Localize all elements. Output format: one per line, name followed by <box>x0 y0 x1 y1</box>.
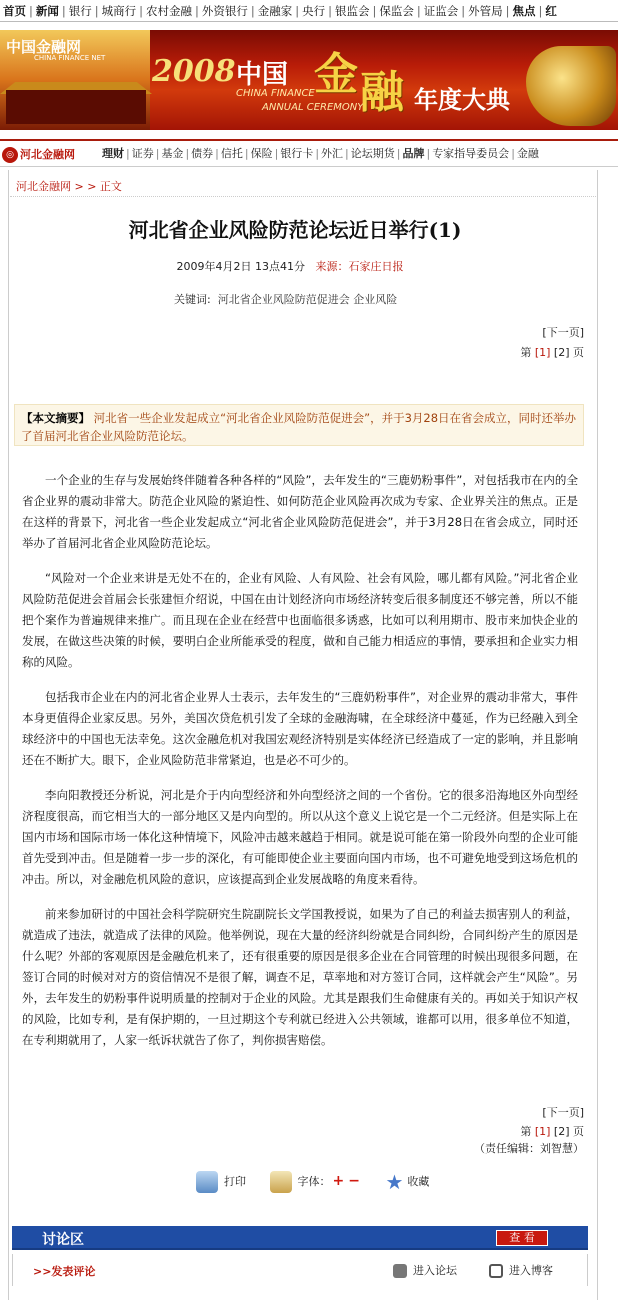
page-2-link[interactable]: [2] <box>553 1125 570 1138</box>
site-logo-sub: CHINA FINANCE NET <box>34 54 106 62</box>
sub-nav-item[interactable]: 金融 <box>516 147 539 160</box>
breadcrumb-divider <box>10 196 596 197</box>
font-size-control <box>270 1171 362 1193</box>
page-1-link[interactable]: [1] <box>534 346 551 359</box>
top-nav-item[interactable]: 银监会 <box>335 4 370 18</box>
article-source: 来源：石家庄日报 <box>315 260 404 273</box>
page-2-link[interactable]: [2] <box>553 346 570 359</box>
sub-nav <box>0 139 618 167</box>
sub-nav-item[interactable]: 专家指导委员会 <box>432 147 510 160</box>
top-nav-item[interactable]: 红 <box>545 4 557 18</box>
next-page-link-top[interactable]: [下一页] <box>542 326 584 339</box>
sub-nav-item[interactable]: 信托 <box>220 147 243 160</box>
enter-forum-label: 进入论坛 <box>413 1264 457 1277</box>
body-paragraph: 一个企业的生存与发展始终伴随着各种各样的“风险”，去年发生的“三鹿奶粉事件”，对包括我市在内的全省企业界的震动非常大。防范企业风险的紧迫性、如何防范企业风险再次成为专家、企业界关注的焦点。正是在这样的背景下，河北省一些企业发起成立“河北省企业风险防范促进会”，并于3月28日在省会成立，同时还举办了首届河北省企业风险防范论坛。 <box>22 473 578 550</box>
font-label: 字体： <box>297 1175 331 1188</box>
body-paragraph: 前来参加研讨的中国社会科学院研究生院副院长文学国教授说，如果为了自己的利益去损害别人的利益，就造成了违法，就造成了法律的风险。他举例说，现在大量的经济纠纷就是合同纠纷，合同纠纷产生的原因是什么呢？外部的客观原因是金融危机来了，还有很重要的原因是很多企业在合同管理的时候出现很多问题，在签订合同的时候对对方的资信情况不是很了解，调查不足，草率地和对方签订合同，这样就会产生“风险”。另外，去年发生的奶粉事件说明质量的控制对于企业的风险。尤其是跟我们生命健康有关的。再如关于知识产权的风险，比如专利，是有保护期的，一旦过期这个专利就已经进入公共领域，谁都可以用，很多单位不知道，在专利期就用了，人家一纸诉状就告了你了，判你损害赔偿。 <box>22 907 578 1047</box>
sub-nav-item[interactable]: 银行卡 <box>280 147 314 160</box>
ceremony-banner[interactable] <box>0 30 618 130</box>
speaker-icon <box>393 1264 407 1278</box>
sub-nav-item[interactable]: 外汇 <box>321 147 344 160</box>
top-nav-item[interactable]: 焦点 <box>512 4 536 18</box>
abstract-text: 河北省一些企业发起成立“河北省企业风险防范促进会”，并于3月28日在省会成立，同时还举办了首届河北省企业风险防范论坛。 <box>21 411 577 443</box>
hebei-logo-icon: ◎ <box>2 147 18 163</box>
sub-nav-links: 理财 | 证券 | 基金 | 债券 | 信托 | 保险 | 银行卡 | 外汇 | 论坛期货 | 品牌 | 专家指导委员会 | 金融 <box>100 141 541 167</box>
banner-gold-char-1: 金 <box>314 49 358 100</box>
body-paragraph: “风险对一个企业来讲是无处不在的，企业有风险、人有风险、社会有风险，哪儿都有风险。”河北省企业风险防范促进会首届会长张建恒介绍说，中国在由计划经济向市场经济转变后很多制度还不够完善，所以不能把个案作为普遍规律来推广。而且现在企业在经营中也面临很多诱惑，比如可以利用期市、股市来加快企业的发展，在做这些决策的时候，要明白企业所能承受的程度，做和自己能力相适应的事情，要承担和企业实力相称的风险。 <box>22 571 578 669</box>
top-nav-item[interactable]: 首页 <box>3 4 26 18</box>
body-paragraph: 包括我市企业在内的河北省企业界人士表示，去年发生的“三鹿奶粉事件”，对企业界的震动非常大，事件本身更值得企业家反思。另外，美国次贷危机引发了全球的金融海啸，在全球经济中蔓延，作为已经融入到全球经济中的中国也无法幸免。这次金融危机对我国宏观经济特别是实体经济已经造成了一定的影响，并且影响还在不断扩大。眼下，企业风险防范非常紧迫，也是必不可少的。 <box>22 690 578 767</box>
sub-nav-item[interactable]: 保险 <box>250 147 273 160</box>
banner-china: 中国 <box>236 60 289 90</box>
sub-nav-item[interactable]: 债券 <box>191 147 214 160</box>
site-logo: 中国金融网 <box>6 38 82 56</box>
abstract-label: 【本文摘要】 <box>21 411 90 425</box>
top-nav-item[interactable]: 新闻 <box>35 4 59 18</box>
favorite-label: 收藏 <box>407 1175 430 1188</box>
font-decrease-button[interactable]: − <box>348 1173 360 1189</box>
sub-nav-item[interactable]: 论坛期货 <box>350 147 395 160</box>
sub-nav-item[interactable]: 证券 <box>131 147 154 160</box>
banner-award: 年度大典 <box>414 86 510 114</box>
page-indicator-top <box>520 344 584 360</box>
keywords-label: 关键词: <box>174 293 211 306</box>
enter-blog-label: 进入博客 <box>509 1264 553 1277</box>
top-nav-item[interactable]: 金融家 <box>257 4 293 18</box>
print-label: 打印 <box>224 1175 246 1188</box>
article-tools <box>196 1170 449 1194</box>
printer-icon <box>196 1171 218 1193</box>
hebei-logo-text: 河北金融网 <box>20 148 75 161</box>
top-nav-item[interactable]: 农村金融 <box>146 4 192 18</box>
font-increase-button[interactable]: + <box>332 1173 345 1189</box>
responsible-editor: （责任编辑：刘智慧） <box>474 1142 584 1155</box>
top-nav-item[interactable]: 城商行 <box>101 4 137 18</box>
sub-nav-item[interactable]: 理财 <box>102 147 124 160</box>
post-comment-link[interactable]: >>发表评论 <box>33 1265 96 1278</box>
breadcrumb[interactable]: 河北金融网 > > 正文 <box>16 180 122 193</box>
enter-forum-link[interactable] <box>393 1262 457 1278</box>
next-page-link-bottom[interactable]: [下一页] <box>542 1106 584 1119</box>
view-comments-button[interactable]: 查 看 <box>496 1230 548 1246</box>
top-nav: 首页 | 新闻 | 银行 | 城商行 | 农村金融 | 外资银行 | 金融家 | 央行 | 银监会 | 保监会 | 证监会 | 外管局 | 焦点 | 红 <box>0 0 618 22</box>
article-keywords <box>174 291 397 307</box>
enter-blog-link[interactable] <box>489 1262 553 1278</box>
banner-en-ceremony: ANNUAL CEREMONY <box>262 102 364 113</box>
sub-nav-item[interactable]: 品牌 <box>402 147 425 160</box>
hebei-finance-logo[interactable] <box>2 144 94 166</box>
top-nav-item[interactable]: 保监会 <box>379 4 414 18</box>
page-indicator-bottom <box>520 1123 584 1139</box>
discussion-header <box>12 1226 588 1250</box>
article-body <box>22 470 578 1065</box>
page-suffix: 页 <box>573 1125 584 1138</box>
favorite-button[interactable] <box>385 1170 429 1194</box>
article-date: 2009年4月2日 13点41分 <box>176 260 305 273</box>
discussion-title: 讨论区 <box>42 1232 84 1248</box>
star-icon: ★ <box>385 1170 404 1194</box>
banner-en-finance: CHINA FINANCE <box>236 88 315 99</box>
banner-year: 2008 <box>152 54 236 89</box>
sub-nav-item[interactable]: 基金 <box>161 147 184 160</box>
top-nav-item[interactable]: 外资银行 <box>201 4 248 18</box>
article-abstract <box>14 404 584 446</box>
page-prefix: 第 <box>520 346 532 359</box>
palace-graphic <box>6 90 146 124</box>
top-nav-item[interactable]: 证监会 <box>423 4 459 18</box>
font-icon <box>270 1171 292 1193</box>
page-suffix: 页 <box>573 346 584 359</box>
discussion-actions <box>12 1254 588 1286</box>
page-1-link[interactable]: [1] <box>534 1125 551 1138</box>
dragon-graphic <box>526 46 616 126</box>
top-nav-item[interactable]: 外管局 <box>468 4 503 18</box>
blog-icon <box>489 1264 503 1278</box>
top-nav-item[interactable]: 银行 <box>68 4 92 18</box>
page-prefix: 第 <box>520 1125 532 1138</box>
article-meta <box>0 258 580 274</box>
top-nav-item[interactable]: 央行 <box>302 4 326 18</box>
banner-gold-char-2: 融 <box>360 67 404 118</box>
article-title: 河北省企业风险防范论坛近日举行(1) <box>128 218 462 242</box>
print-button[interactable] <box>196 1171 246 1193</box>
keywords-value[interactable]: 河北省企业风险防范促进会 企业风险 <box>217 293 398 306</box>
body-paragraph: 李向阳教授还分析说，河北是介于内向型经济和外向型经济之间的一个省份。它的很多沿海地区外向型经济程度很高，而它相当大的一部分地区又是内向型的。所以从这个意义上说它是一个二元经济。但是实际上在国内市场和国际市场一体化这种情境下，风险冲击越来越趋于相同。就是说可能在第一阶段外向型的企业可能首先受到冲击。但是随着一步一步的深化，有可能即使企业主要面向国内市场，也不可避免地受到这场危机的冲击。所以，对金融危机风险的意识，应该提高到企业发展战略的角度来看待。 <box>22 788 578 886</box>
